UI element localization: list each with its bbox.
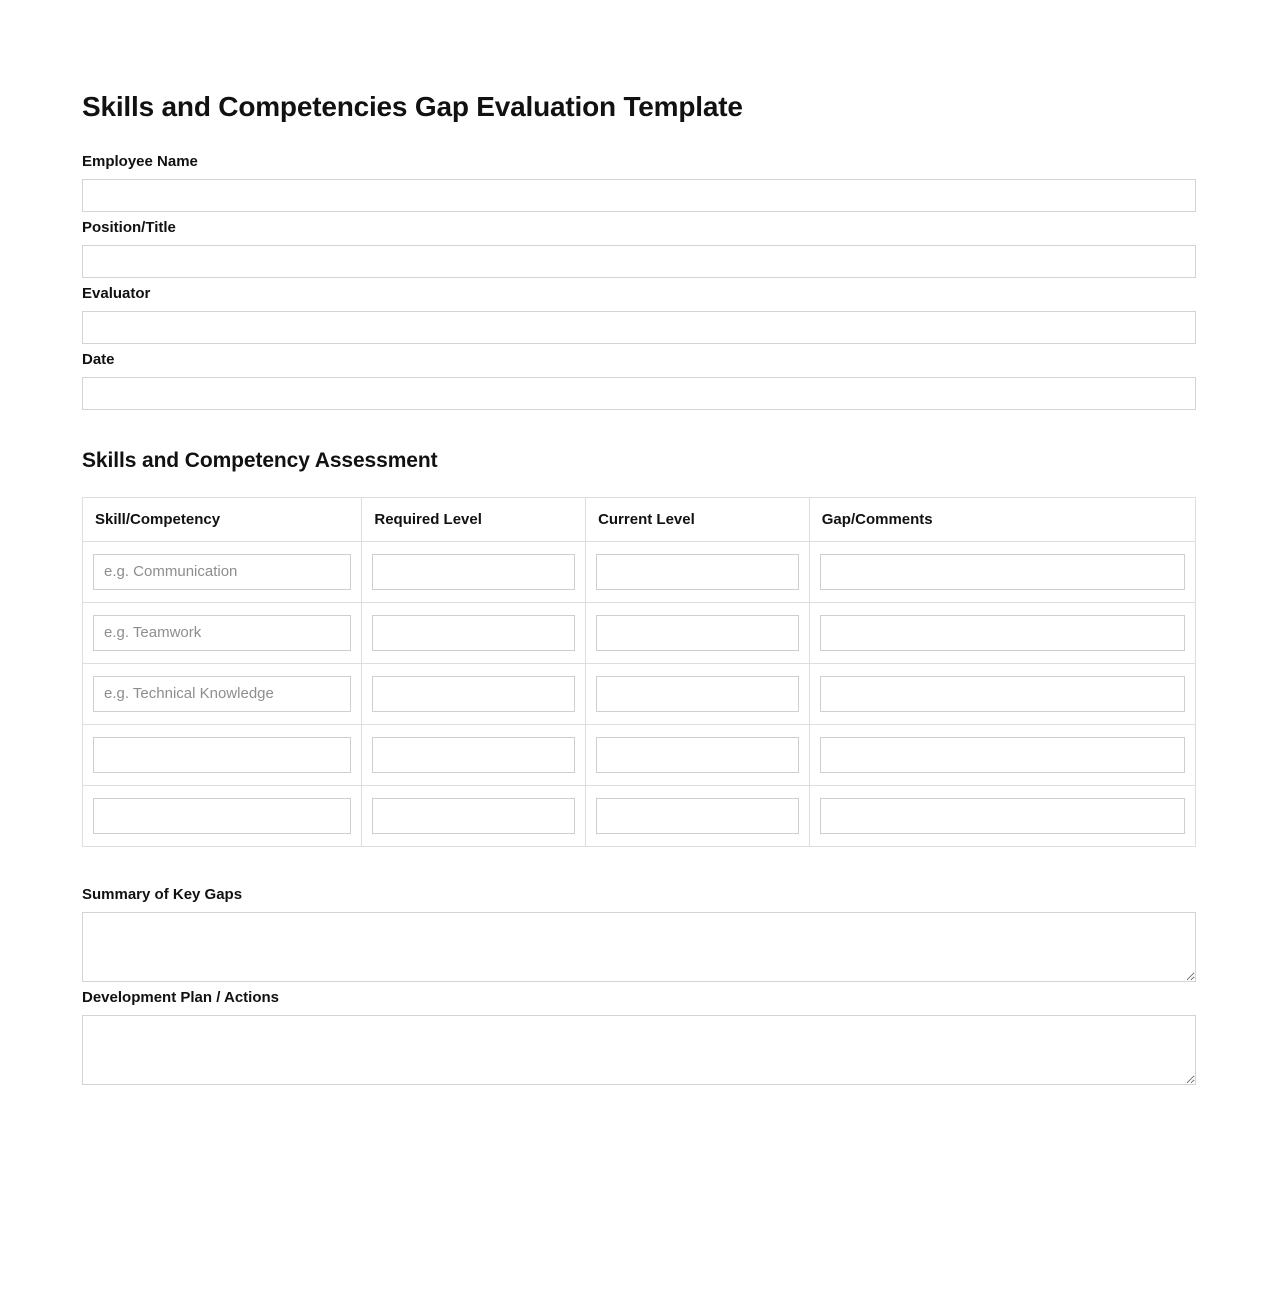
skill-competency-input[interactable]	[93, 737, 351, 773]
current-level-input[interactable]	[596, 615, 799, 651]
current-level-input[interactable]	[596, 554, 799, 590]
assessment-table-body	[83, 541, 1196, 846]
evaluator-input[interactable]	[82, 311, 1196, 344]
assessment-section-title: Skills and Competency Assessment	[82, 448, 438, 472]
current-level-input[interactable]	[596, 798, 799, 834]
column-header-required-level: Required Level	[362, 497, 586, 541]
field-evaluator	[82, 284, 1196, 344]
employee-name-label: Employee Name	[82, 152, 198, 170]
gap-comments-input[interactable]	[820, 615, 1185, 651]
employee-name-input[interactable]	[82, 179, 1196, 212]
required-level-input[interactable]	[372, 615, 575, 651]
required-level-input[interactable]	[372, 798, 575, 834]
page-title: Skills and Competencies Gap Evaluation Template	[82, 91, 743, 122]
table-row	[83, 663, 1196, 724]
position-title-label: Position/Title	[82, 218, 176, 236]
skill-competency-input[interactable]	[93, 554, 351, 590]
summary-of-key-gaps-label: Summary of Key Gaps	[82, 885, 243, 903]
assessment-table	[82, 497, 1196, 847]
column-header-current-level: Current Level	[586, 497, 810, 541]
gap-comments-input[interactable]	[820, 554, 1185, 590]
table-row	[83, 602, 1196, 663]
evaluator-label: Evaluator	[82, 284, 151, 302]
gap-comments-input[interactable]	[820, 798, 1185, 834]
table-row	[83, 785, 1196, 846]
development-plan-textarea[interactable]	[82, 1015, 1196, 1085]
field-position-title	[82, 218, 1196, 278]
column-header-skill-competency: Skill/Competency	[83, 497, 362, 541]
field-date	[82, 350, 1196, 410]
skill-competency-input[interactable]	[93, 676, 351, 712]
summary-of-key-gaps-textarea[interactable]	[82, 912, 1196, 982]
table-row	[83, 541, 1196, 602]
required-level-input[interactable]	[372, 737, 575, 773]
table-row	[83, 724, 1196, 785]
skill-competency-input[interactable]	[93, 798, 351, 834]
required-level-input[interactable]	[372, 676, 575, 712]
gap-comments-input[interactable]	[820, 737, 1185, 773]
current-level-input[interactable]	[596, 676, 799, 712]
field-employee-name	[82, 152, 1196, 212]
column-header-gap-comments: Gap/Comments	[809, 497, 1195, 541]
position-title-input[interactable]	[82, 245, 1196, 278]
bottom-spacer	[82, 1085, 1196, 1305]
current-level-input[interactable]	[596, 737, 799, 773]
date-label: Date	[82, 350, 115, 368]
date-input[interactable]	[82, 377, 1196, 410]
required-level-input[interactable]	[372, 554, 575, 590]
assessment-header-row	[83, 497, 1196, 541]
form-container	[82, 0, 1196, 1305]
development-plan-label: Development Plan / Actions	[82, 988, 279, 1006]
skill-competency-input[interactable]	[93, 615, 351, 651]
gap-comments-input[interactable]	[820, 676, 1185, 712]
